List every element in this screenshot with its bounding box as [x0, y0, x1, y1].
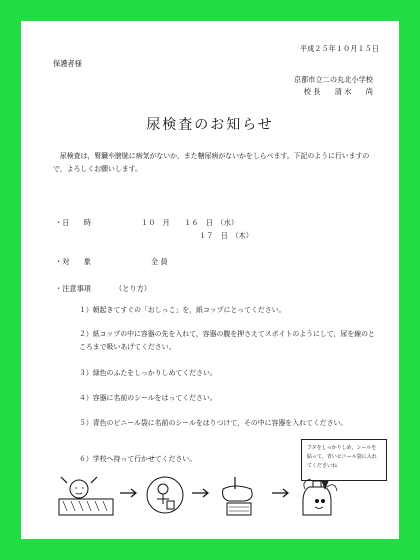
date-value-2: １７ 日 （木）: [199, 231, 253, 240]
instruction-2: ２）紙コップの中に容器の先を入れて，容器の腹を押さえてスポイトのようにして，尿を線のところまで吸いあげてください。: [79, 330, 375, 351]
instruction-5: ５）青色のビニール袋に名前のシールをはりつけて，その中に容器を入れてください。: [79, 419, 348, 427]
principal-name: 校 長 清 水 尚: [303, 87, 373, 96]
arrow-right-icon: [119, 487, 139, 499]
child-in-toilet-illustration: [143, 475, 187, 519]
date-value-1: １０ 月 １６ 日 （水）: [141, 218, 239, 227]
intro-text: 尿検査は，腎臓や膀胱に病気がないか，また糖尿病がないかをしらべます。下記のように行いますので，よろしくお願いします。: [53, 152, 370, 173]
arrow-right-icon: [271, 487, 291, 499]
instruction-3: ３）緑色のふたをしっかりしめてください。: [79, 369, 217, 377]
school-name: 京都市立二の丸北小学校: [293, 75, 373, 84]
notice-page: [21, 21, 399, 539]
sample-container-illustration: [297, 475, 343, 519]
arrow-right-icon: [191, 487, 211, 499]
instruction-1: １）朝起きてすぐの「おしっこ」を，紙コップにとってください。: [79, 306, 286, 314]
date-label: ・日 時: [55, 218, 91, 227]
page-title: 尿検査のお知らせ: [146, 117, 274, 133]
instruction-4: ４）容器に名前のシールをはってください。: [79, 394, 217, 402]
notes-label: ・注意事項: [55, 284, 91, 293]
speech-bubble: フタをしっかりしめ，シールを貼って，青いビニール袋に入れてくださいね: [301, 439, 387, 481]
instruction-6: ６）学校へ持って行かせてください。: [79, 455, 197, 463]
child-waking-illustration: [57, 475, 115, 519]
notes-subtitle: （とり方）: [115, 284, 151, 293]
target-value: 全 員: [151, 257, 168, 266]
addressee: 保護者様: [53, 59, 82, 68]
target-label: ・対 象: [55, 257, 91, 266]
hand-squeezing-illustration: [215, 475, 265, 519]
notice-date: 平成２５年１０月１５日: [299, 44, 379, 53]
